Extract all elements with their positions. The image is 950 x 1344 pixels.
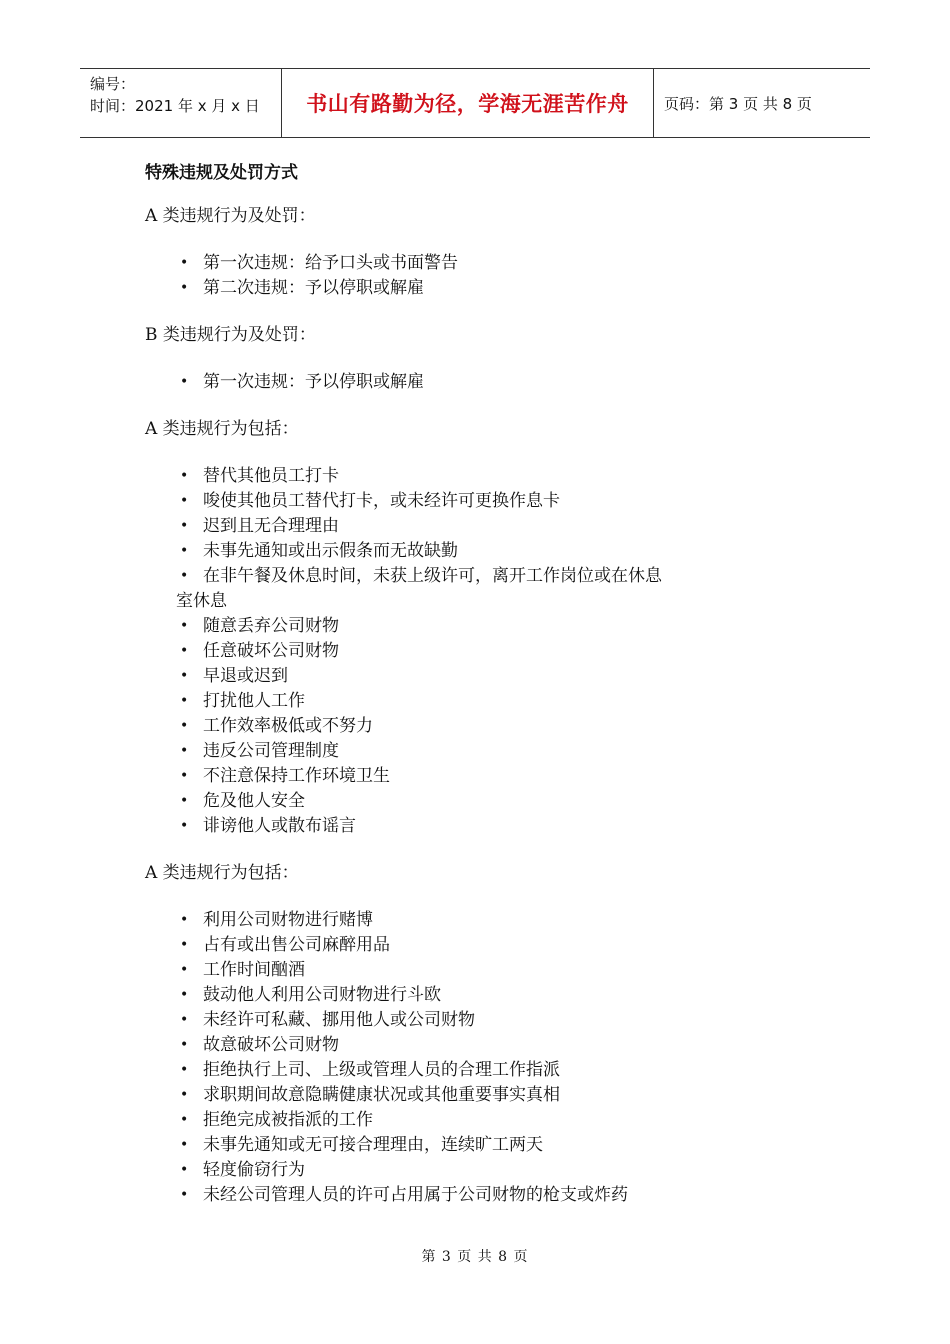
bullet-icon: • [180,493,189,509]
page-title: 特殊违规及处罚方式 [145,163,298,183]
document-date: 时间：2021 年 x 月 x 日 [90,97,260,115]
bullet-icon: • [180,374,189,390]
list-item: • 第二次违规：予以停职或解雇 [118,276,785,301]
bullet-icon: • [180,1187,189,1203]
list-item: • 在非午餐及休息时间，未获上级许可，离开工作岗位或在休息 [118,564,785,589]
bullet-icon: • [180,618,189,634]
list-item: • 鼓动他人利用公司财物进行斗欧 [118,983,785,1008]
bullet-icon: • [180,793,189,809]
list-item: • 违反公司管理制度 [118,739,785,764]
list-item: • 未经许可私藏、挪用他人或公司财物 [118,1008,785,1033]
header-meta [80,69,282,137]
bullet-icon: • [180,668,189,684]
bullet-icon: • [180,468,189,484]
list-item: • 替代其他员工打卡 [118,464,785,489]
list-item: • 任意破坏公司财物 [118,639,785,664]
header-page-info: 页码：第 3 页 共 8 页 [664,94,812,113]
list-item: • 打扰他人工作 [118,689,785,714]
document-number: 编号： [90,75,136,93]
list-item: • 第一次违规：给予口头或书面警告 [118,251,785,276]
bullet-icon: • [180,937,189,953]
bullet-icon: • [180,768,189,784]
bullet-icon: • [180,1162,189,1178]
list-item: • 求职期间故意隐瞒健康状况或其他重要事实真相 [118,1083,785,1108]
list-item: • 工作效率极低或不努力 [118,714,785,739]
list-item: • 利用公司财物进行赌博 [118,908,785,933]
list-item: • 唆使其他员工替代打卡，或未经许可更换作息卡 [118,489,785,514]
list-item: • 拒绝执行上司、上级或管理人员的合理工作指派 [118,1058,785,1083]
list-b-penalty [145,370,785,395]
list-item: • 随意丢弃公司财物 [118,614,785,639]
section-heading-b-penalty: B 类违规行为及处罚： [145,325,316,345]
bullet-icon: • [180,1137,189,1153]
bullet-icon: • [180,643,189,659]
list-a-violations-2 [145,908,785,1208]
bullet-icon: • [180,518,189,534]
bullet-icon: • [180,1062,189,1078]
page-header [80,68,870,138]
bullet-icon: • [180,1087,189,1103]
bullet-icon: • [180,1037,189,1053]
list-item: • 工作时间酗酒 [118,958,785,983]
list-item: • 占有或出售公司麻醉用品 [118,933,785,958]
section-heading-a-list-2: A 类违规行为包括： [145,863,299,883]
list-a-penalty [145,251,785,301]
bullet-icon: • [180,962,189,978]
bullet-icon: • [180,718,189,734]
list-item: • 危及他人安全 [118,789,785,814]
document-body [145,158,785,1208]
bullet-icon: • [180,255,189,271]
list-item: • 拒绝完成被指派的工作 [118,1108,785,1133]
section-heading-a-penalty: A 类违规行为及处罚： [145,206,316,226]
header-motto: 书山有路勤为径，学海无涯苦作舟 [282,69,654,137]
list-item: • 未经公司管理人员的许可占用属于公司财物的枪支或炸药 [118,1183,785,1208]
section-heading-a-list: A 类违规行为包括： [145,419,299,439]
list-item: • 故意破坏公司财物 [118,1033,785,1058]
list-item: • 未事先通知或无可接合理理由，连续旷工两天 [118,1133,785,1158]
bullet-icon: • [180,818,189,834]
bullet-icon: • [180,1112,189,1128]
list-item: • 轻度偷窃行为 [118,1158,785,1183]
bullet-icon: • [180,693,189,709]
list-item: • 未事先通知或出示假条而无故缺勤 [118,539,785,564]
page-footer: 第 3 页 共 8 页 [421,1249,529,1265]
bullet-icon: • [180,912,189,928]
list-item: • 不注意保持工作环境卫生 [118,764,785,789]
list-item: • 迟到且无合理理由 [118,514,785,539]
bullet-icon: • [180,743,189,759]
bullet-icon: • [180,280,189,296]
bullet-icon: • [180,543,189,559]
bullet-icon: • [180,1012,189,1028]
list-a-violations [145,464,785,839]
list-item: • 第一次违规：予以停职或解雇 [118,370,785,395]
bullet-icon: • [180,987,189,1003]
list-item: • 早退或迟到 [118,664,785,689]
bullet-icon: • [180,568,189,584]
list-item: • 诽谤他人或散布谣言 [118,814,785,839]
list-item-continuation: 室休息 [176,591,227,611]
